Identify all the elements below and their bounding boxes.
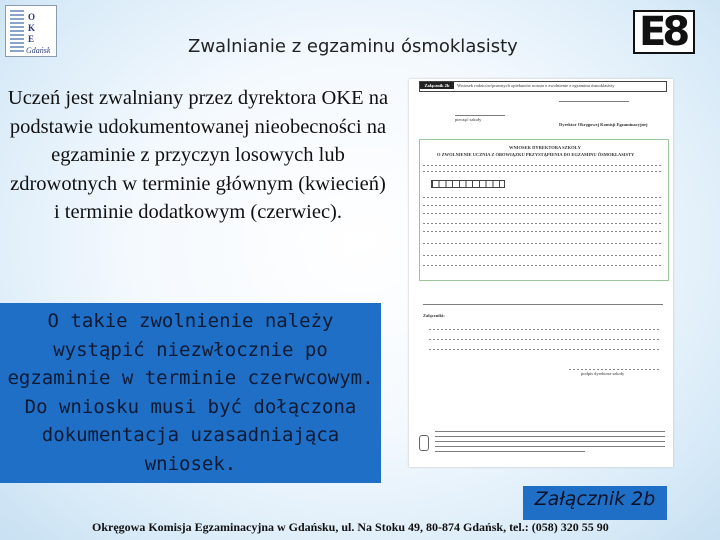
doc-recipient: Dyrektor Okręgowej Komisji Egzaminacyjnej bbox=[559, 122, 648, 127]
doc-form-frame bbox=[419, 139, 669, 281]
doc-footnote-mark bbox=[419, 435, 429, 451]
doc-place-date: pieczęć szkoły bbox=[455, 117, 482, 122]
doc-line bbox=[423, 255, 663, 256]
intro-text: Uczeń jest zwalniany przez dyrektora OKE na podstawie udokumentowanej nieobecności na egzaminie z przyczyn losowych lub zdrowotnych w terminie głównym (kwiecień) i terminie dodatkowym (czerwiec). bbox=[7, 87, 389, 223]
document-preview bbox=[409, 79, 673, 467]
doc-line bbox=[423, 231, 663, 232]
e8-logo-text: E8 bbox=[639, 9, 687, 55]
doc-section-title: WNIOSEK DYREKTORA SZKOŁY bbox=[509, 145, 581, 150]
doc-section-subtitle: O ZWOLNIENIE UCZNIA Z OBOWIĄZKU PRZYSTĄPIENIA DO EGZAMINU ÓSMOKLASISTY bbox=[437, 152, 635, 157]
doc-line bbox=[569, 369, 659, 370]
slide-title: Zwalnianie z egzaminu ósmoklasisty bbox=[188, 36, 518, 57]
doc-line bbox=[435, 441, 665, 442]
doc-line bbox=[435, 436, 665, 437]
attachment-label-box bbox=[523, 486, 667, 520]
doc-line bbox=[435, 451, 585, 452]
doc-line bbox=[423, 213, 663, 214]
doc-line bbox=[423, 304, 663, 305]
doc-tag: Załącznik 2b bbox=[420, 82, 454, 89]
oke-logo-letter-k: K bbox=[28, 23, 36, 33]
doc-id-boxes bbox=[431, 180, 505, 188]
doc-signature: podpis dyrektora szkoły bbox=[581, 371, 625, 376]
doc-line bbox=[455, 115, 505, 116]
doc-line bbox=[423, 265, 663, 266]
doc-line bbox=[423, 223, 663, 224]
notice-box bbox=[0, 303, 381, 483]
doc-attachments: Załączniki: bbox=[423, 313, 445, 318]
oke-logo bbox=[5, 5, 57, 57]
doc-line bbox=[423, 205, 663, 206]
doc-line bbox=[423, 243, 663, 244]
oke-logo-letter-e: E bbox=[28, 34, 35, 44]
logo-stripes bbox=[10, 10, 24, 52]
doc-header-line: Wniosek rodziców/prawnych opiekunów ucznia o zwolnienie z egzaminu ósmoklasisty bbox=[457, 83, 615, 88]
doc-line bbox=[435, 431, 665, 432]
oke-logo-letter-o: O bbox=[28, 12, 36, 22]
e8-logo bbox=[633, 10, 695, 54]
doc-line bbox=[435, 446, 665, 447]
doc-line bbox=[559, 101, 629, 102]
doc-line bbox=[429, 349, 659, 350]
attachment-label: Załącznik 2b bbox=[534, 488, 656, 510]
doc-line bbox=[423, 171, 663, 172]
footer-address: Okręgowa Komisja Egzaminacyjna w Gdańsku, ul. Na Stoku 49, 80-874 Gdańsk, tel.: (058) 320 55 90 bbox=[92, 520, 609, 534]
doc-line bbox=[429, 329, 659, 330]
oke-logo-city: Gdańsk bbox=[26, 46, 51, 55]
notice-text: O takie zwolnienie należy wystąpić niezwłocznie po egzaminie w terminie czerwcowym. Do wniosku musi być dołączona dokumentacja uzasadniająca wniosek. bbox=[7, 310, 374, 475]
doc-line bbox=[423, 165, 663, 166]
doc-line bbox=[429, 339, 659, 340]
doc-line bbox=[423, 197, 663, 198]
